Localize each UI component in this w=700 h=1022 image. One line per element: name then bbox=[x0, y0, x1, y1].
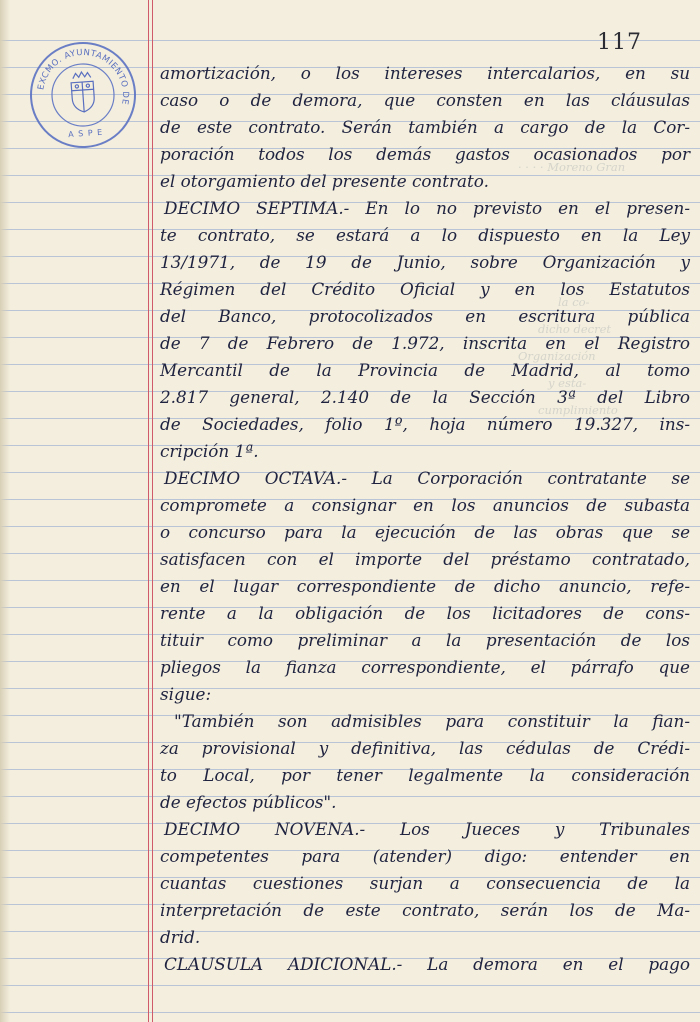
svg-text:EXCMO. AYUNTAMIENTO DE bbox=[34, 45, 131, 112]
text-line: en el lugar correspondiente de dicho anuncio, refe- bbox=[160, 576, 690, 596]
text-line: de este contrato. Serán también a cargo de la Cor- bbox=[160, 117, 690, 137]
text-line: interpretación de este contrato, serán los de Ma- bbox=[160, 900, 690, 920]
municipal-seal-stamp bbox=[26, 38, 139, 151]
text-line: satisfacen con el importe del préstamo contratado, bbox=[160, 549, 690, 569]
text-line: 13/1971, de 19 de Junio, sobre Organización y bbox=[160, 252, 690, 272]
text-line: el otorgamiento del presente contrato. bbox=[160, 171, 489, 191]
text-line: te contrato, se estará a lo dispuesto en la Ley bbox=[160, 225, 690, 245]
quoted-text-line: za provisional y definitiva, las cédulas de Crédi- bbox=[160, 738, 690, 758]
margin-line bbox=[148, 0, 149, 1022]
page-number: 117 bbox=[597, 30, 642, 55]
clause-heading-line: CLAUSULA ADICIONAL.- La demora en el pago bbox=[164, 954, 690, 974]
quoted-text-line: "También son admisibles para constituir la fian- bbox=[174, 711, 690, 731]
text-line: del Banco, protocolizados en escritura pública bbox=[160, 306, 690, 326]
coat-of-arms-icon bbox=[70, 71, 95, 112]
text-line: competentes para (atender) digo: entender en bbox=[160, 846, 690, 866]
stamp-town-text: A S P E bbox=[67, 127, 104, 140]
text-line: Mercantil de la Provincia de Madrid, al tomo bbox=[160, 360, 690, 380]
text-line: compromete a consignar en los anuncios de subasta bbox=[160, 495, 690, 515]
handwritten-body bbox=[160, 60, 690, 978]
page-edge-shadow bbox=[0, 0, 10, 1022]
text-line: o concurso para la ejecución de las obras que se bbox=[160, 522, 690, 542]
quoted-text-line: de efectos públicos". bbox=[160, 792, 337, 812]
text-line: amortización, o los intereses intercalarios, en su bbox=[160, 63, 690, 83]
text-line: pliegos la fianza correspondiente, el párrafo que bbox=[160, 657, 690, 677]
clause-heading-line: DECIMO SEPTIMA.- En lo no previsto en el presen- bbox=[164, 198, 690, 218]
clause-heading-line: DECIMO NOVENA.- Los Jueces y Tribunales bbox=[164, 819, 690, 839]
margin-line bbox=[152, 0, 153, 1022]
clause-heading-line: DECIMO OCTAVA.- La Corporación contratante se bbox=[164, 468, 690, 488]
text-line: drid. bbox=[160, 927, 201, 947]
text-line: tituir como preliminar a la presentación de los bbox=[160, 630, 690, 650]
text-line: de 7 de Febrero de 1.972, inscrita en el Registro bbox=[160, 333, 690, 353]
text-line: poración todos los demás gastos ocasionados por bbox=[160, 144, 690, 164]
text-line: sigue: bbox=[160, 684, 212, 704]
quoted-text-line: to Local, por tener legalmente la consideración bbox=[160, 765, 690, 785]
text-line: de Sociedades, folio 1º, hoja número 19.327, ins- bbox=[160, 414, 690, 434]
text-line: cuantas cuestiones surjan a consecuencia de la bbox=[160, 873, 690, 893]
text-line: caso o de demora, que consten en las cláusulas bbox=[160, 90, 690, 110]
text-line: Régimen del Crédito Oficial y en los Estatutos bbox=[160, 279, 690, 299]
bleed-through-text: · · · · Moreno Gran la co- dicho decret Organización y esta- cumplimiento bbox=[518, 160, 626, 417]
text-line: rente a la obligación de los licitadores de cons- bbox=[160, 603, 690, 623]
text-line: cripción 1ª. bbox=[160, 441, 259, 461]
text-line: 2.817 general, 2.140 de la Sección 3ª del Libro bbox=[160, 387, 690, 407]
stamp-text: EXCMO. AYUNTAMIENTO DE bbox=[36, 47, 131, 106]
